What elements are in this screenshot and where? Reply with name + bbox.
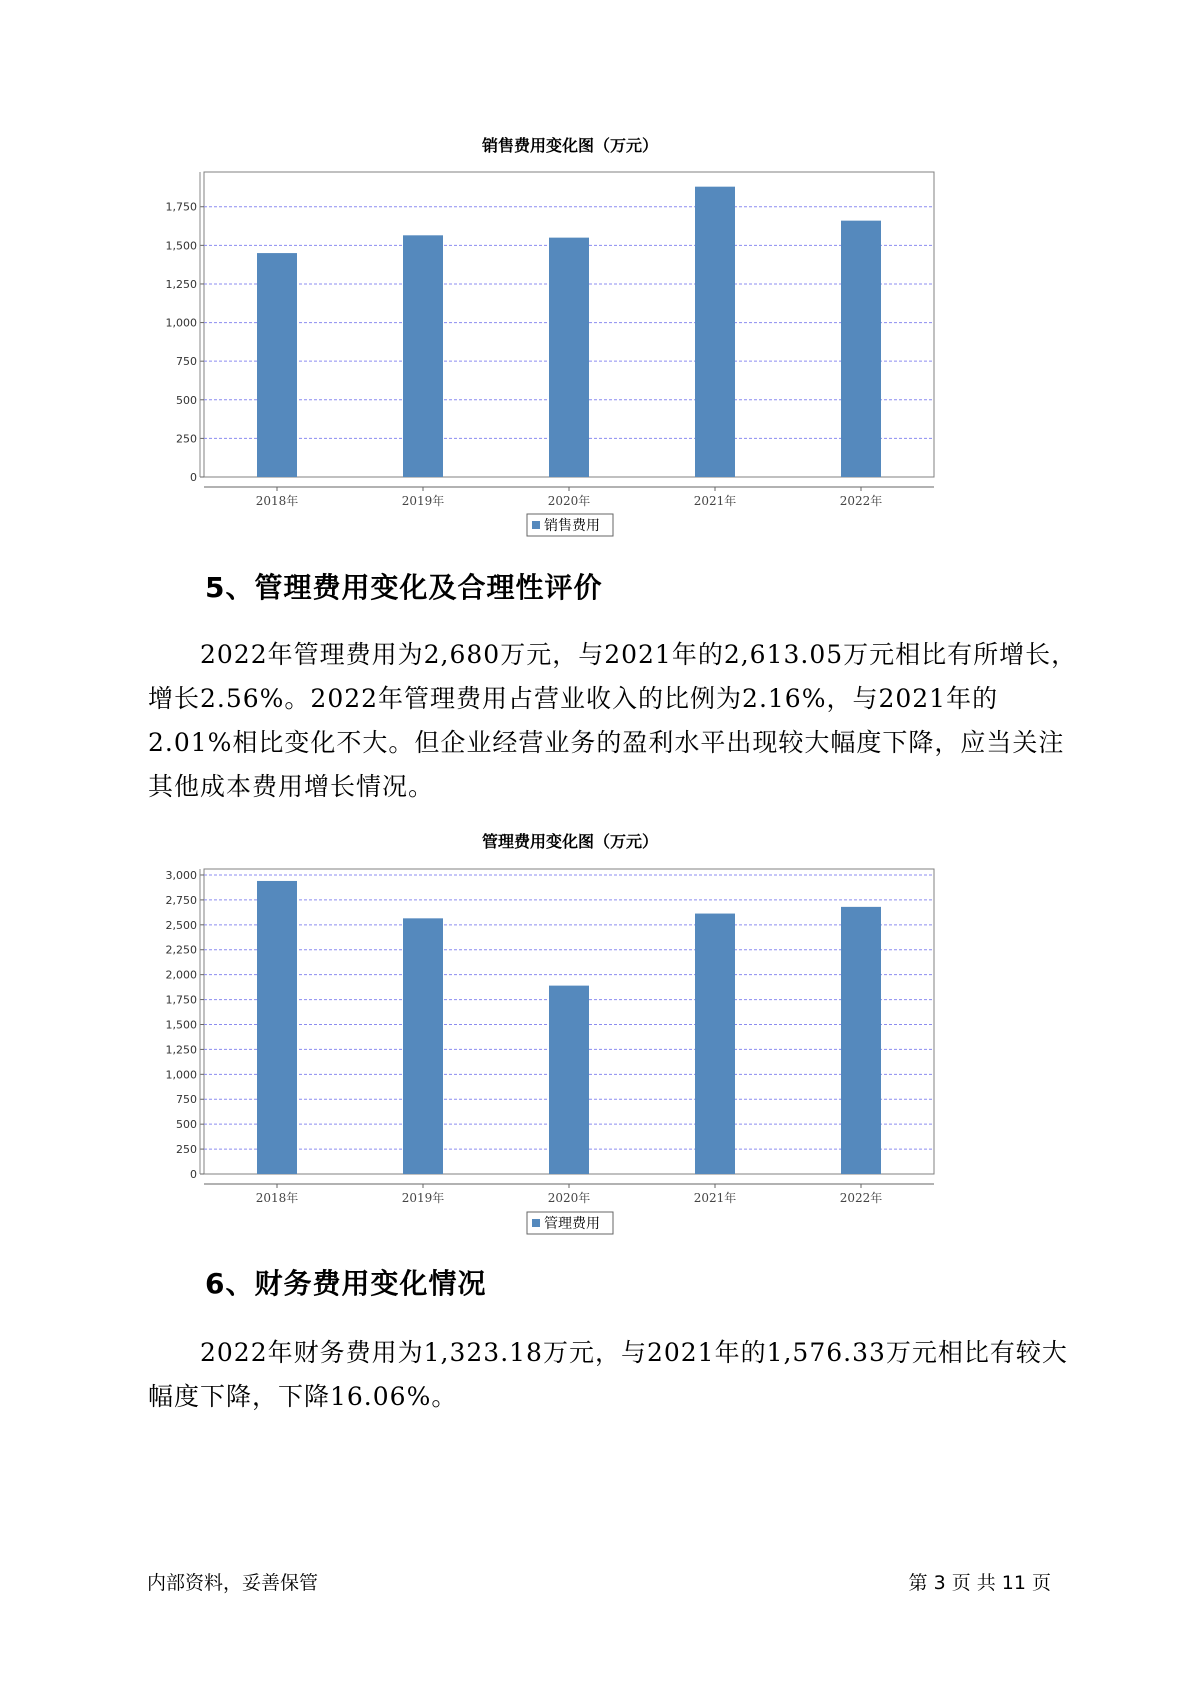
x-tick-label: 2020年 — [547, 494, 591, 508]
y-tick-label: 1,250 — [165, 1043, 197, 1057]
y-tick-label: 2,250 — [165, 943, 197, 957]
x-tick-label: 2021年 — [693, 494, 737, 508]
bar-2022年 — [841, 907, 881, 1174]
admin-expense-chart-svg — [140, 820, 1020, 1245]
y-tick-label: 2,750 — [165, 893, 197, 907]
x-tick-label: 2020年 — [547, 1191, 591, 1205]
sales-expense-chart — [140, 125, 1020, 545]
legend-swatch — [532, 521, 540, 529]
section-5-heading: 5、管理费用变化及合理性评价 — [205, 571, 603, 604]
y-tick-label: 500 — [176, 393, 197, 407]
y-tick-label: 3,000 — [165, 868, 197, 882]
y-tick-label: 750 — [176, 355, 197, 369]
x-tick-label: 2019年 — [401, 494, 445, 508]
section-5-paragraph: 2022年管理费用为2,680万元，与2021年的2,613.05万元相比有所增长，增长2.56%。2022年管理费用占营业收入的比例为2.16%，与2021年的2.01%相比变化不大。但企业经营业务的盈利水平出现较大幅度下降，应当关注其他成本费用增长情况。 — [148, 640, 1078, 801]
x-tick-label: 2019年 — [401, 1191, 445, 1205]
footer-note: 内部资料，妥善保管 — [147, 1572, 319, 1594]
y-tick-label: 1,000 — [165, 1068, 197, 1082]
bar-2020年 — [549, 238, 589, 477]
y-tick-label: 750 — [176, 1093, 197, 1107]
section-6-paragraph: 2022年财务费用为1,323.18万元，与2021年的1,576.33万元相比有较大幅度下降，下降16.06%。 — [148, 1338, 1068, 1411]
y-tick-label: 1,250 — [165, 277, 197, 291]
y-tick-label: 1,500 — [165, 239, 197, 253]
y-tick-label: 1,750 — [165, 993, 197, 1007]
y-tick-label: 1,000 — [165, 316, 197, 330]
section-6-heading: 6、财务费用变化情况 — [205, 1267, 487, 1300]
bar-2018年 — [257, 253, 297, 477]
x-tick-label: 2022年 — [839, 494, 883, 508]
chart-title: 管理费用变化图（万元） — [481, 832, 659, 851]
bar-2019年 — [403, 918, 443, 1174]
y-tick-label: 2,500 — [165, 918, 197, 932]
y-tick-label: 250 — [176, 432, 197, 446]
bar-2021年 — [695, 187, 735, 477]
y-tick-label: 250 — [176, 1143, 197, 1157]
x-tick-label: 2018年 — [255, 494, 299, 508]
sales-expense-chart-svg — [140, 125, 1020, 545]
bar-2021年 — [695, 914, 735, 1174]
y-tick-label: 0 — [190, 471, 197, 484]
bar-2018年 — [257, 881, 297, 1174]
legend-label: 销售费用 — [544, 518, 600, 534]
x-tick-label: 2018年 — [255, 1191, 299, 1205]
bar-2022年 — [841, 221, 881, 477]
bar-2020年 — [549, 986, 589, 1174]
chart-title: 销售费用变化图（万元） — [481, 136, 659, 155]
bar-2019年 — [403, 235, 443, 477]
x-tick-label: 2021年 — [693, 1191, 737, 1205]
admin-expense-chart — [140, 820, 1020, 1245]
x-tick-label: 2022年 — [839, 1191, 883, 1205]
y-tick-label: 2,000 — [165, 968, 197, 982]
legend-label: 管理费用 — [544, 1216, 600, 1232]
y-tick-label: 0 — [190, 1168, 197, 1181]
y-tick-label: 500 — [176, 1118, 197, 1132]
page-number: 第 3 页 共 11 页 — [908, 1572, 1051, 1594]
y-tick-label: 1,750 — [165, 200, 197, 214]
y-tick-label: 1,500 — [165, 1018, 197, 1032]
legend-swatch — [532, 1219, 540, 1227]
